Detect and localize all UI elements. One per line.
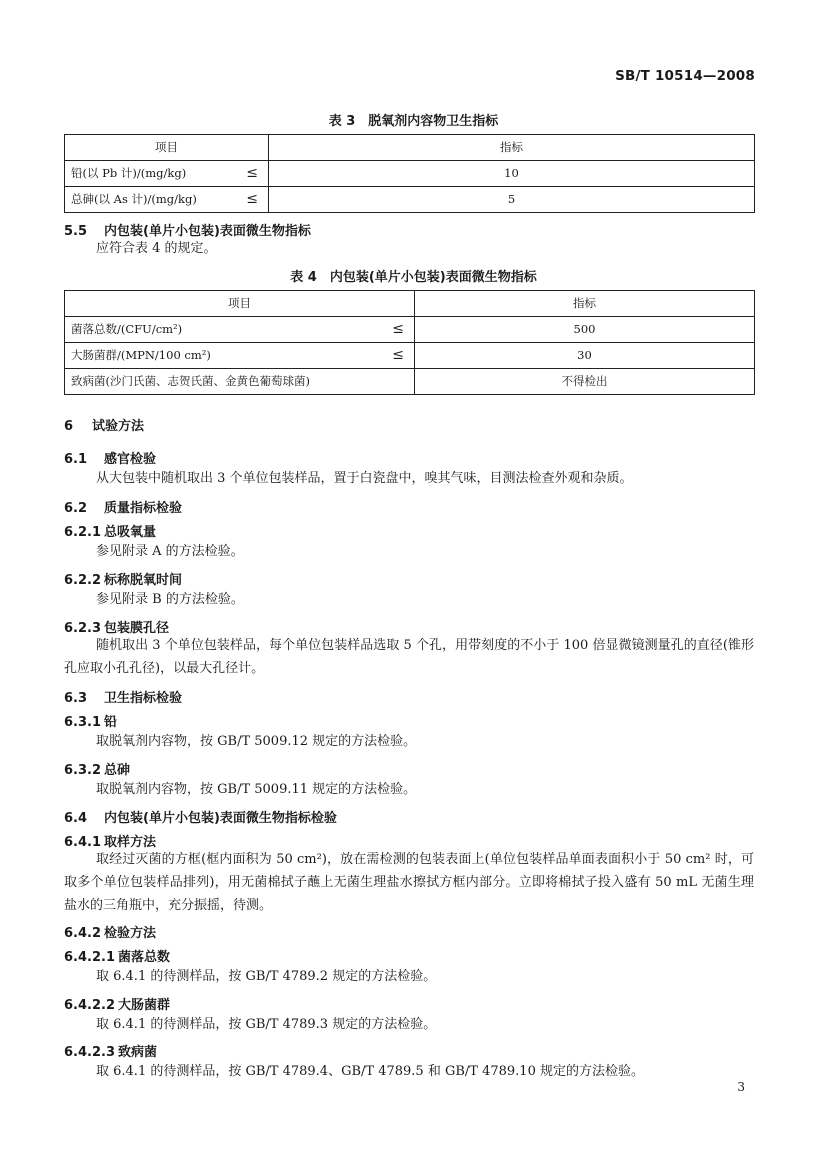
row-value: 不得检出 — [415, 369, 755, 395]
section-6-2-3-heading: 6.2.3 包装膜孔径 — [64, 621, 170, 636]
section-6-2-2-heading: 6.2.2 标称脱氧时间 — [64, 573, 183, 588]
row-value: 30 — [415, 343, 755, 369]
table-header-row — [65, 135, 755, 161]
row-item: 铅(以 Pb 计)/(mg/kg) — [71, 166, 187, 180]
section-6-2-1-heading: 6.2.1 总吸氧量 — [64, 525, 157, 540]
row-operator: ≤ — [392, 347, 404, 363]
table3-col-item: 项目 — [65, 135, 269, 161]
section-6-4-2-3-text: 取 6.4.1 的待测样品，按 GB/T 4789.4、GB/T 4789.5 和 GB/T 4789.10 规定的方法检验。 — [96, 1064, 644, 1079]
table4 — [64, 290, 755, 395]
row-value: 500 — [415, 317, 755, 343]
table4-col-item: 项目 — [65, 291, 415, 317]
section-6-2-1-text: 参见附录 A 的方法检验。 — [96, 544, 244, 559]
section-6-4-heading: 6.4 内包装(单片小包装)表面微生物指标检验 — [64, 811, 337, 826]
row-item: 菌落总数/(CFU/cm²) — [71, 322, 183, 336]
row-operator: ≤ — [246, 165, 258, 181]
table-row — [65, 343, 755, 369]
row-value: 10 — [269, 161, 755, 187]
section-5-5-heading: 5.5 内包装(单片小包装)表面微生物指标 — [64, 224, 311, 239]
section-6-4-2-1-text: 取 6.4.1 的待测样品，按 GB/T 4789.2 规定的方法检验。 — [96, 969, 437, 984]
section-6-3-1-text: 取脱氧剂内容物，按 GB/T 5009.12 规定的方法检验。 — [96, 734, 417, 749]
section-6-4-2-2-text: 取 6.4.1 的待测样品，按 GB/T 4789.3 规定的方法检验。 — [96, 1017, 437, 1032]
table-row — [65, 317, 755, 343]
section-6-3-heading: 6.3 卫生指标检验 — [64, 691, 183, 706]
table3-col-index: 指标 — [269, 135, 755, 161]
section-6-1-text: 从大包装中随机取出 3 个单位包装样品，置于白瓷盘中，嗅其气味，目测法检查外观和杂质。 — [96, 471, 633, 486]
table4-caption: 表 4 内包装(单片小包装)表面微生物指标 — [290, 270, 537, 285]
section-5-5-text: 应符合表 4 的规定。 — [96, 241, 217, 256]
table-row — [65, 161, 755, 187]
table4-col-index: 指标 — [415, 291, 755, 317]
section-6-4-1-text: 取经过灭菌的方框(框内面积为 50 cm²)，放在需检测的包装表面上(单位包装样品单面表面积小于 50 cm² 时，可取多个单位包装样品排列)，用无菌棉拭子蘸上无菌生理盐水擦拭方框内部分。立即将棉拭子投入盛有 50 mL 无菌生理盐水的三角瓶中，充分振摇，待测。 — [64, 852, 754, 913]
section-6-2-2-text: 参见附录 B 的方法检验。 — [96, 592, 244, 607]
table3 — [64, 134, 755, 213]
row-item: 总砷(以 As 计)/(mg/kg) — [71, 192, 197, 206]
section-6-3-1-heading: 6.3.1 铅 — [64, 715, 118, 730]
section-6-4-1-heading: 6.4.1 取样方法 — [64, 835, 157, 850]
row-operator: ≤ — [246, 191, 258, 207]
section-6-3-2-heading: 6.3.2 总砷 — [64, 763, 131, 778]
section-6-1-heading: 6.1 感官检验 — [64, 452, 157, 467]
table-row — [65, 187, 755, 213]
table-row — [65, 369, 755, 395]
row-item: 致病菌(沙门氏菌、志贺氏菌、金黄色葡萄球菌) — [71, 374, 310, 388]
row-item: 大肠菌群/(MPN/100 cm²) — [71, 348, 211, 362]
section-6-heading: 6 试验方法 — [64, 419, 145, 434]
table-header-row — [65, 291, 755, 317]
section-6-2-heading: 6.2 质量指标检验 — [64, 501, 183, 516]
table3-caption: 表 3 脱氧剂内容物卫生指标 — [328, 114, 499, 129]
section-6-4-2-1-heading: 6.4.2.1 菌落总数 — [64, 950, 171, 965]
section-6-4-2-2-heading: 6.4.2.2 大肠菌群 — [64, 998, 171, 1013]
section-6-3-2-text: 取脱氧剂内容物，按 GB/T 5009.11 规定的方法检验。 — [96, 782, 417, 797]
page-number: 3 — [737, 1080, 745, 1094]
standard-number: SB/T 10514—2008 — [615, 68, 755, 84]
section-6-2-3-text: 随机取出 3 个单位包装样品，每个单位包装样品选取 5 个孔，用带刻度的不小于 100 倍显微镜测量孔的直径(锥形孔应取小孔孔径)，以最大孔径计。 — [64, 638, 754, 676]
section-6-4-2-heading: 6.4.2 检验方法 — [64, 926, 157, 941]
row-operator: ≤ — [392, 321, 404, 337]
row-value: 5 — [269, 187, 755, 213]
section-6-4-2-3-heading: 6.4.2.3 致病菌 — [64, 1045, 158, 1060]
